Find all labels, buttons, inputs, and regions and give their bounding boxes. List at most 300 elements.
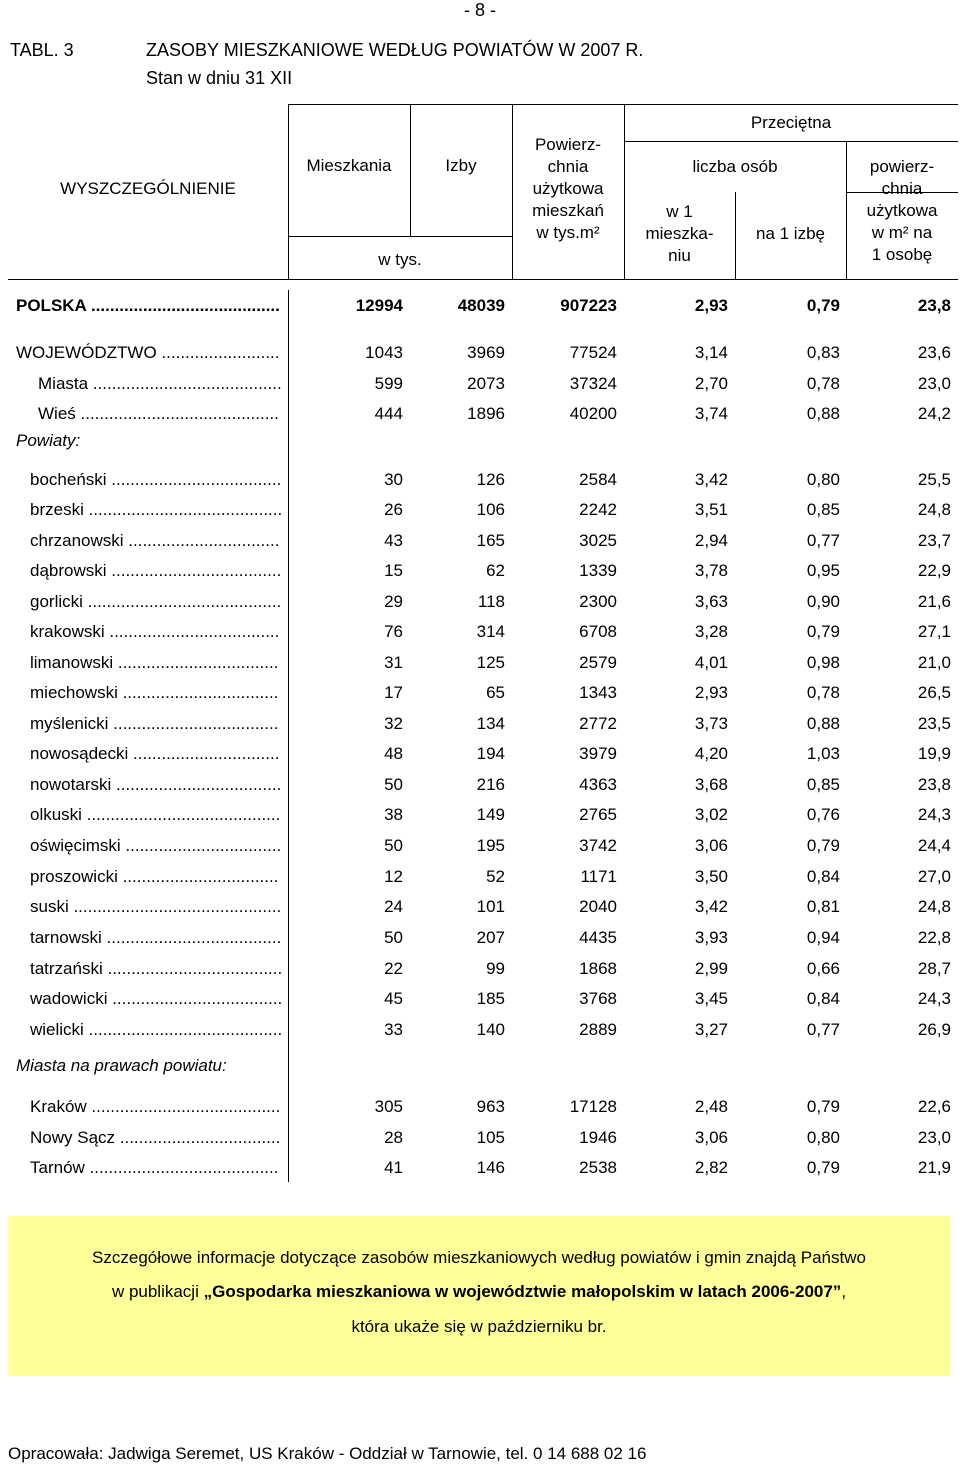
row-label-text: wielicki bbox=[30, 1020, 84, 1039]
cell-col-6: 22,9 bbox=[917, 561, 951, 580]
row-label-text: POLSKA bbox=[16, 296, 87, 315]
row-leader-dots: .................................... bbox=[107, 989, 283, 1008]
cell-col-4: 4,20 bbox=[694, 744, 728, 763]
cell-col-2: 62 bbox=[486, 561, 505, 580]
header-powierzchnia-l5: w tys.m² bbox=[536, 223, 600, 242]
cell-col-6: 22,6 bbox=[917, 1097, 951, 1116]
cell-col-2: 216 bbox=[476, 775, 505, 794]
cell-col-1: 12994 bbox=[355, 296, 403, 315]
cell-col-6: 27,1 bbox=[917, 622, 951, 641]
row-label bbox=[30, 587, 281, 617]
header-powierzchnia-l1: Powierz- bbox=[534, 135, 602, 154]
cell-col-5: 0,94 bbox=[806, 928, 840, 947]
cell-col-2: 149 bbox=[476, 805, 505, 824]
cell-col-2: 118 bbox=[477, 592, 505, 611]
cell-col-2: 963 bbox=[476, 1097, 505, 1116]
cell-col-2: 1896 bbox=[467, 404, 505, 423]
cell-col-6: 22,8 bbox=[917, 928, 951, 947]
cell-col-5: 1,03 bbox=[806, 744, 840, 763]
cell-col-4: 3,93 bbox=[694, 928, 728, 947]
row-leader-dots: ................................. bbox=[117, 683, 279, 702]
cell-col-6: 21,9 bbox=[917, 1158, 951, 1177]
table-label: TABL. 3 bbox=[10, 40, 74, 60]
row-leader-dots: .................................. bbox=[115, 1128, 281, 1147]
footer-credit: Opracowała: Jadwiga Seremet, US Kraków - Oddział w Tarnowie, tel. 0 14 688 02 16 bbox=[8, 1444, 647, 1463]
cell-col-2: 146 bbox=[476, 1158, 505, 1177]
cell-col-5: 0,90 bbox=[806, 592, 840, 611]
cell-col-2: 126 bbox=[476, 470, 505, 489]
row-leader-dots: .................................... bbox=[106, 470, 282, 489]
row-label-text: nowotarski bbox=[30, 775, 112, 794]
cell-col-6: 24,3 bbox=[917, 989, 951, 1008]
cell-col-2: 3969 bbox=[467, 343, 505, 362]
cell-col-4: 2,93 bbox=[694, 296, 728, 315]
cell-col-1: 50 bbox=[384, 928, 403, 947]
header-mid-rule bbox=[624, 141, 958, 142]
cell-col-5: 0,66 bbox=[806, 959, 840, 978]
table-row bbox=[0, 617, 960, 647]
table-row bbox=[0, 399, 960, 429]
row-label-text: suski bbox=[30, 897, 69, 916]
row-leader-dots: ............................................ bbox=[68, 897, 282, 916]
cell-col-2: 194 bbox=[476, 744, 505, 763]
row-label bbox=[30, 954, 282, 984]
row-label bbox=[30, 556, 281, 586]
cell-col-2: 125 bbox=[476, 653, 505, 672]
row-label-text: myślenicki bbox=[30, 714, 109, 733]
cell-col-3: 6708 bbox=[579, 622, 617, 641]
cell-col-2: 52 bbox=[486, 867, 505, 886]
cell-col-2: 140 bbox=[476, 1020, 505, 1039]
cell-col-4: 3,63 bbox=[694, 592, 728, 611]
note-line-1: Szczegółowe informacje dotyczące zasobów mieszkaniowych według powiatów i gmin znajdą Państwo bbox=[92, 1248, 866, 1267]
cell-col-1: 29 bbox=[384, 592, 403, 611]
cell-col-3: 2300 bbox=[579, 592, 617, 611]
cell-col-5: 0,88 bbox=[806, 404, 840, 423]
table-title: ZASOBY MIESZKANIOWE WEDŁUG POWIATÓW W 2007 R. bbox=[146, 40, 644, 60]
cell-col-3: 4435 bbox=[579, 928, 617, 947]
row-leader-dots: ........................................ bbox=[84, 1158, 279, 1177]
table-row bbox=[0, 526, 960, 556]
header-powos-l2: chnia bbox=[881, 179, 923, 198]
cell-col-1: 26 bbox=[384, 500, 403, 519]
cell-col-6: 24,8 bbox=[917, 897, 951, 916]
cell-col-4: 3,02 bbox=[694, 805, 728, 824]
cell-col-2: 2073 bbox=[467, 374, 505, 393]
table-row bbox=[0, 892, 960, 922]
cell-col-3: 40200 bbox=[569, 404, 617, 423]
cell-col-3: 3979 bbox=[579, 744, 617, 763]
cell-col-2: 314 bbox=[476, 622, 505, 641]
cell-col-1: 15 bbox=[384, 561, 403, 580]
row-label bbox=[30, 1153, 278, 1183]
table-row bbox=[0, 648, 960, 678]
row-label-text: limanowski bbox=[30, 653, 114, 672]
row-label bbox=[30, 465, 281, 495]
cell-col-4: 3,06 bbox=[694, 836, 728, 855]
row-label bbox=[30, 1015, 282, 1045]
row-leader-dots: ......................................... bbox=[83, 500, 283, 519]
row-label bbox=[16, 291, 280, 321]
cell-col-4: 3,78 bbox=[694, 561, 728, 580]
row-label-text: gorlicki bbox=[30, 592, 83, 611]
cell-col-6: 23,0 bbox=[917, 1128, 951, 1147]
header-przecietna: Przeciętna bbox=[750, 113, 832, 132]
row-leader-dots: ................................ bbox=[123, 531, 280, 550]
table-row bbox=[0, 338, 960, 368]
cell-col-6: 23,8 bbox=[917, 775, 951, 794]
row-leader-dots: ......................................... bbox=[82, 592, 282, 611]
cell-col-5: 0,77 bbox=[806, 531, 840, 550]
cell-col-3: 37324 bbox=[569, 374, 617, 393]
cell-col-1: 444 bbox=[374, 404, 403, 423]
cell-col-2: 134 bbox=[476, 714, 505, 733]
cell-col-6: 19,9 bbox=[917, 744, 951, 763]
table-row bbox=[0, 1092, 960, 1122]
row-label-text: brzeski bbox=[30, 500, 84, 519]
cell-col-3: 77524 bbox=[569, 343, 617, 362]
row-label bbox=[16, 338, 280, 368]
cell-col-4: 3,74 bbox=[694, 404, 728, 423]
cell-col-4: 2,94 bbox=[694, 531, 728, 550]
row-label-text: olkuski bbox=[30, 805, 82, 824]
cell-col-3: 2040 bbox=[579, 897, 617, 916]
cell-col-6: 21,6 bbox=[917, 592, 951, 611]
row-leader-dots: ................................... bbox=[108, 714, 279, 733]
note-publication-title: „Gospodarka mieszkaniowa w województwie małopolskim w latach 2006-2007” bbox=[203, 1282, 842, 1301]
cell-col-5: 0,79 bbox=[806, 1158, 840, 1177]
table-row bbox=[0, 1015, 960, 1045]
page-number: - 8 - bbox=[463, 0, 496, 20]
header-mieszkania: Mieszkania bbox=[306, 156, 392, 175]
row-label-text: Miasta bbox=[38, 374, 89, 393]
cell-col-5: 0,84 bbox=[806, 867, 840, 886]
header-pow-os bbox=[846, 156, 958, 266]
cell-col-6: 23,5 bbox=[917, 714, 951, 733]
row-label-text: miechowski bbox=[30, 683, 118, 702]
cell-col-4: 2,82 bbox=[694, 1158, 728, 1177]
row-label-text: tarnowski bbox=[30, 928, 102, 947]
row-label bbox=[30, 923, 281, 953]
row-leader-dots: ........................................ bbox=[86, 296, 280, 315]
cell-col-3: 2242 bbox=[579, 500, 617, 519]
header-powos-l3: użytkowa bbox=[866, 201, 938, 220]
cell-col-4: 2,93 bbox=[694, 683, 728, 702]
header-liczba-osob: liczba osób bbox=[692, 157, 778, 176]
cell-col-4: 3,42 bbox=[694, 470, 728, 489]
cell-col-5: 0,79 bbox=[806, 836, 840, 855]
cell-col-3: 1868 bbox=[579, 959, 617, 978]
cell-col-3: 17128 bbox=[569, 1097, 617, 1116]
row-label-text: Tarnów bbox=[30, 1158, 85, 1177]
cell-col-2: 185 bbox=[476, 989, 505, 1008]
cell-col-3: 2772 bbox=[579, 714, 617, 733]
cell-col-6: 21,0 bbox=[917, 653, 951, 672]
header-izby: Izby bbox=[445, 156, 477, 175]
header-w1-l1: w 1 bbox=[666, 202, 693, 221]
cell-col-3: 2889 bbox=[579, 1020, 617, 1039]
row-label bbox=[30, 1123, 280, 1153]
cell-col-5: 0,79 bbox=[806, 1097, 840, 1116]
row-label bbox=[30, 1092, 280, 1122]
cell-col-1: 31 bbox=[384, 653, 403, 672]
row-label-text: wadowicki bbox=[30, 989, 108, 1008]
row-leader-dots: .................................. bbox=[113, 653, 279, 672]
cell-col-6: 25,5 bbox=[917, 470, 951, 489]
row-label-text: Wieś bbox=[38, 404, 76, 423]
cell-col-1: 22 bbox=[384, 959, 403, 978]
cell-col-1: 76 bbox=[384, 622, 403, 641]
table-row bbox=[0, 495, 960, 525]
row-label bbox=[30, 617, 279, 647]
cell-col-1: 599 bbox=[374, 374, 403, 393]
row-leader-dots: ................................... bbox=[111, 775, 282, 794]
cell-col-1: 12 bbox=[384, 867, 403, 886]
header-spec: WYSZCZEGÓLNIENIE bbox=[60, 179, 236, 198]
cell-col-5: 0,78 bbox=[806, 683, 840, 702]
row-label bbox=[30, 892, 281, 922]
header-powos-l4: w m² na bbox=[871, 223, 933, 242]
cell-col-6: 26,9 bbox=[917, 1020, 951, 1039]
row-label-text: dąbrowski bbox=[30, 561, 107, 580]
cell-col-2: 165 bbox=[476, 531, 505, 550]
header-powos-l1: powierz- bbox=[869, 157, 935, 176]
row-leader-dots: .......................................... bbox=[75, 404, 279, 423]
cell-col-1: 45 bbox=[384, 989, 403, 1008]
cell-col-6: 24,3 bbox=[917, 805, 951, 824]
table-row bbox=[0, 984, 960, 1014]
cell-col-3: 3742 bbox=[579, 836, 617, 855]
cell-col-1: 33 bbox=[384, 1020, 403, 1039]
row-label-text: bocheński bbox=[30, 470, 107, 489]
cell-col-3: 1171 bbox=[580, 867, 617, 886]
note-line-2-pre: w publikacji bbox=[111, 1282, 204, 1301]
cell-col-5: 0,85 bbox=[806, 500, 840, 519]
cell-col-3: 2584 bbox=[579, 470, 617, 489]
row-label-text: oświęcimski bbox=[30, 836, 121, 855]
row-label-text: nowosądecki bbox=[30, 744, 129, 763]
cell-col-4: 3,68 bbox=[694, 775, 728, 794]
cell-col-1: 41 bbox=[384, 1158, 403, 1177]
row-leader-dots: ..................................... bbox=[101, 928, 282, 947]
cell-col-4: 3,14 bbox=[694, 343, 728, 362]
row-label bbox=[30, 984, 282, 1014]
table-row bbox=[0, 465, 960, 495]
cell-col-2: 99 bbox=[486, 959, 505, 978]
cell-col-3: 2538 bbox=[579, 1158, 617, 1177]
cell-col-4: 2,70 bbox=[694, 374, 728, 393]
row-leader-dots: ................................. bbox=[120, 836, 282, 855]
cell-col-3: 2765 bbox=[579, 805, 617, 824]
header-powos-l5: 1 osobę bbox=[871, 245, 933, 264]
cell-col-1: 48 bbox=[384, 744, 403, 763]
info-note bbox=[8, 1216, 950, 1376]
table-row bbox=[0, 291, 960, 321]
cell-col-1: 30 bbox=[384, 470, 403, 489]
cell-col-5: 0,88 bbox=[806, 714, 840, 733]
header-top-rule bbox=[288, 104, 958, 105]
cell-col-6: 23,6 bbox=[917, 343, 951, 362]
cell-col-4: 3,28 bbox=[694, 622, 728, 641]
header-w1-mieszk bbox=[624, 201, 735, 267]
row-label-text: tatrzański bbox=[30, 959, 103, 978]
cell-col-3: 907223 bbox=[560, 296, 617, 315]
row-leader-dots: ............................... bbox=[128, 744, 280, 763]
row-label bbox=[30, 495, 282, 525]
row-label bbox=[30, 739, 279, 769]
row-leader-dots: ........................................ bbox=[88, 374, 282, 393]
note-line-3: która ukaże się w październiku br. bbox=[351, 1317, 607, 1336]
header-powierzchnia-l4: mieszkań bbox=[532, 201, 604, 220]
table-row bbox=[0, 739, 960, 769]
note-line-2 bbox=[8, 1282, 950, 1302]
cell-col-5: 0,85 bbox=[806, 775, 840, 794]
row-label-text: chrzanowski bbox=[30, 531, 124, 550]
cell-col-6: 24,4 bbox=[917, 836, 951, 855]
table-row bbox=[0, 1153, 960, 1183]
cell-col-6: 23,0 bbox=[917, 374, 951, 393]
cell-col-2: 48039 bbox=[457, 296, 505, 315]
cell-col-4: 2,99 bbox=[694, 959, 728, 978]
cell-col-2: 101 bbox=[476, 897, 505, 916]
cell-col-1: 305 bbox=[374, 1097, 403, 1116]
cell-col-6: 23,7 bbox=[917, 531, 951, 550]
cell-col-1: 28 bbox=[384, 1128, 403, 1147]
cell-col-1: 50 bbox=[384, 775, 403, 794]
cell-col-1: 17 bbox=[384, 683, 403, 702]
table-row bbox=[0, 800, 960, 830]
row-label bbox=[38, 369, 282, 399]
cell-col-3: 3025 bbox=[579, 531, 617, 550]
header-powierzchnia-l3: użytkowa bbox=[532, 179, 604, 198]
cell-col-1: 38 bbox=[384, 805, 403, 824]
cell-col-5: 0,80 bbox=[806, 1128, 840, 1147]
cell-col-5: 0,84 bbox=[806, 989, 840, 1008]
cell-col-4: 3,45 bbox=[694, 989, 728, 1008]
cell-col-4: 3,51 bbox=[694, 500, 728, 519]
row-leader-dots: .................................... bbox=[106, 561, 282, 580]
cell-col-6: 24,8 bbox=[917, 500, 951, 519]
header-powierzchnia bbox=[512, 134, 624, 244]
cell-col-6: 28,7 bbox=[917, 959, 951, 978]
header-na1izbe: na 1 izbę bbox=[756, 224, 825, 243]
cell-col-6: 26,5 bbox=[917, 683, 951, 702]
cell-col-1: 1043 bbox=[365, 343, 403, 362]
cell-col-5: 0,83 bbox=[806, 343, 840, 362]
cell-col-3: 2579 bbox=[579, 653, 617, 672]
cell-col-5: 0,98 bbox=[806, 653, 840, 672]
cell-col-5: 0,77 bbox=[806, 1020, 840, 1039]
table-row bbox=[0, 709, 960, 739]
cell-col-5: 0,79 bbox=[806, 296, 840, 315]
table-row bbox=[0, 1123, 960, 1153]
cell-col-2: 106 bbox=[476, 500, 505, 519]
cell-col-4: 3,50 bbox=[694, 867, 728, 886]
row-label bbox=[30, 678, 278, 708]
cell-col-5: 0,80 bbox=[806, 470, 840, 489]
cell-col-1: 32 bbox=[384, 714, 403, 733]
table-row bbox=[0, 831, 960, 861]
wtys-rule bbox=[288, 236, 512, 237]
header-w1-l3: niu bbox=[668, 246, 691, 265]
cell-col-2: 207 bbox=[476, 928, 505, 947]
row-leader-dots: ......................... bbox=[156, 343, 280, 362]
cell-col-1: 50 bbox=[384, 836, 403, 855]
row-label bbox=[30, 770, 281, 800]
row-leader-dots: ......................................... bbox=[83, 1020, 283, 1039]
row-label bbox=[30, 800, 280, 830]
cell-col-3: 3768 bbox=[579, 989, 617, 1008]
cell-col-6: 23,8 bbox=[917, 296, 951, 315]
cell-col-1: 24 bbox=[384, 897, 403, 916]
table-row bbox=[0, 923, 960, 953]
cell-col-6: 27,0 bbox=[917, 867, 951, 886]
cell-col-4: 3,06 bbox=[694, 1128, 728, 1147]
row-label-text: Kraków bbox=[30, 1097, 87, 1116]
row-label bbox=[38, 399, 279, 429]
table-subtitle: Stan w dniu 31 XII bbox=[146, 68, 293, 88]
cell-col-4: 2,48 bbox=[694, 1097, 728, 1116]
cell-col-5: 0,76 bbox=[806, 805, 840, 824]
cell-col-5: 0,81 bbox=[806, 897, 840, 916]
header-w1-l2: mieszka- bbox=[645, 224, 714, 243]
row-leader-dots: ......................................... bbox=[81, 805, 281, 824]
cell-col-5: 0,79 bbox=[806, 622, 840, 641]
cell-col-3: 1946 bbox=[579, 1128, 617, 1147]
row-label-text: proszowicki bbox=[30, 867, 118, 886]
table-row bbox=[0, 770, 960, 800]
cell-col-6: 24,2 bbox=[917, 404, 951, 423]
row-label-text: WOJEWÓDZTWO bbox=[16, 343, 157, 362]
header-w-tys: w tys. bbox=[378, 250, 422, 269]
row-label bbox=[30, 526, 279, 556]
cell-col-2: 195 bbox=[476, 836, 505, 855]
row-label-text: Nowy Sącz bbox=[30, 1128, 116, 1147]
row-label bbox=[30, 709, 278, 739]
note-line-2-post: , bbox=[841, 1282, 847, 1301]
cell-col-5: 0,78 bbox=[806, 374, 840, 393]
cell-col-3: 1343 bbox=[579, 683, 617, 702]
header-powierzchnia-l2: chnia bbox=[547, 157, 589, 176]
row-leader-dots: ..................................... bbox=[102, 959, 283, 978]
row-label-text: krakowski bbox=[30, 622, 105, 641]
cell-col-3: 4363 bbox=[579, 775, 617, 794]
row-leader-dots: ........................................ bbox=[86, 1097, 281, 1116]
cell-col-4: 3,27 bbox=[694, 1020, 728, 1039]
table-row bbox=[0, 954, 960, 984]
section-powiaty: Powiaty: bbox=[16, 431, 81, 450]
cell-col-4: 4,01 bbox=[694, 653, 728, 672]
row-label bbox=[30, 648, 278, 678]
cell-col-3: 1339 bbox=[579, 561, 617, 580]
table-row bbox=[0, 587, 960, 617]
row-label bbox=[30, 862, 278, 892]
cell-col-5: 0,95 bbox=[806, 561, 840, 580]
cell-col-4: 3,42 bbox=[694, 897, 728, 916]
section-miasta-na-prawach: Miasta na prawach powiatu: bbox=[16, 1056, 227, 1075]
header-bottom-rule bbox=[8, 279, 958, 280]
cell-col-4: 3,73 bbox=[694, 714, 728, 733]
table-row bbox=[0, 862, 960, 892]
cell-col-2: 65 bbox=[486, 683, 505, 702]
cell-col-2: 105 bbox=[476, 1128, 505, 1147]
row-leader-dots: .................................... bbox=[104, 622, 280, 641]
table-row bbox=[0, 369, 960, 399]
cell-col-1: 43 bbox=[384, 531, 403, 550]
table-row bbox=[0, 678, 960, 708]
row-leader-dots: ................................. bbox=[117, 867, 279, 886]
row-label bbox=[30, 831, 281, 861]
